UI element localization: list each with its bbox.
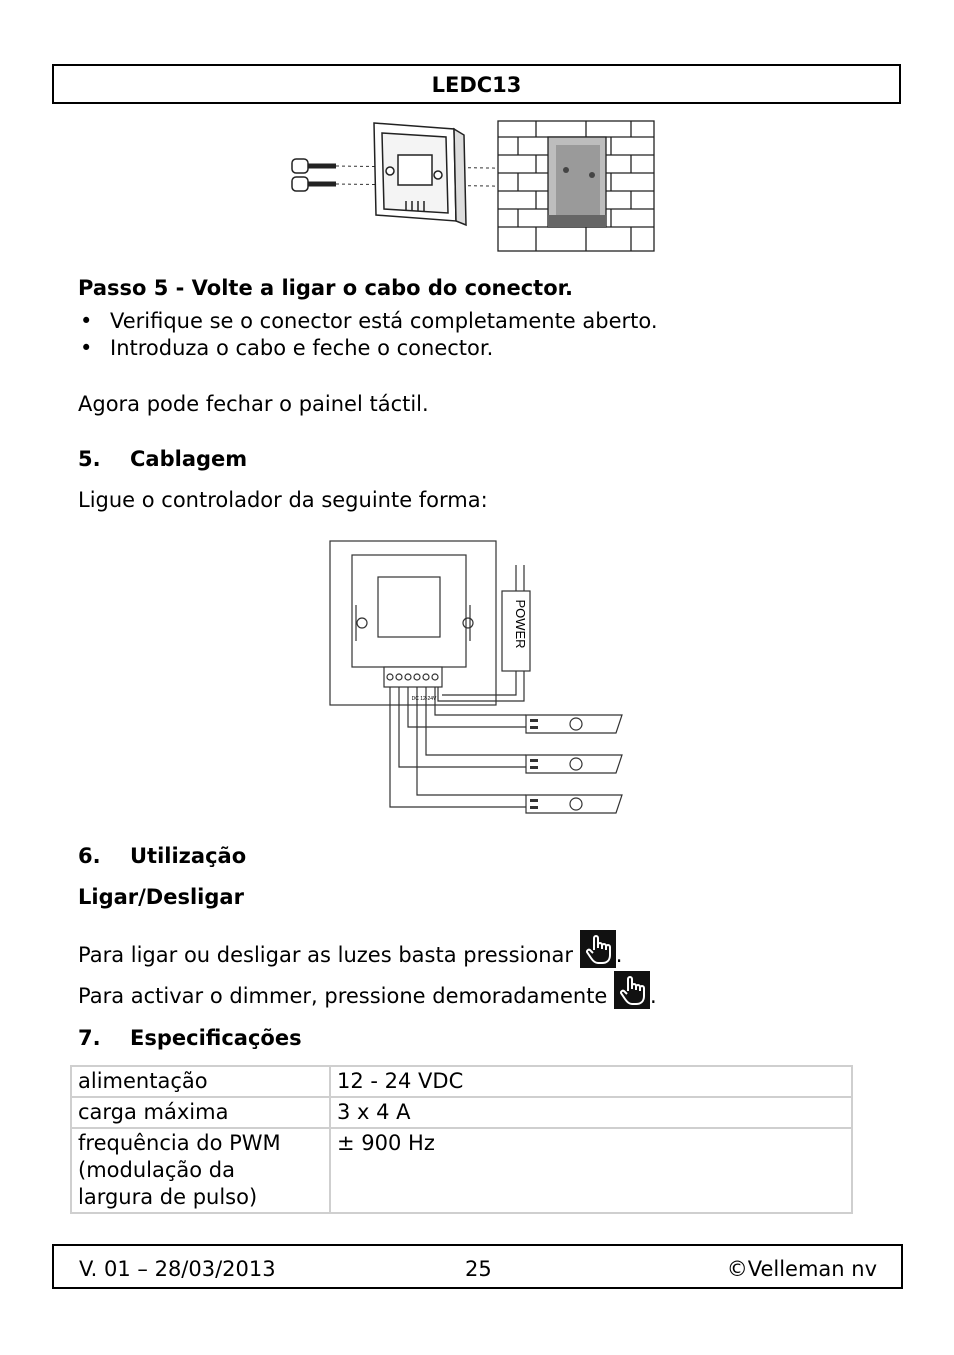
spec-value: ± 900 Hz [330,1128,852,1213]
spec-label-line: largura de pulso) [78,1185,258,1209]
wiring-diagram [326,537,630,817]
spec-label: alimentação [71,1066,330,1097]
footer-page-number: 25 [465,1257,492,1281]
header-title: LEDC13 [431,73,522,97]
spec-label-line: (modulação da [78,1158,235,1182]
section-number: 7. [78,1026,101,1050]
section5-heading [78,446,247,472]
spec-value: 12 - 24 VDC [330,1066,852,1097]
table-row [71,1128,852,1213]
footer-version: V. 01 – 28/03/2013 [79,1257,276,1281]
section-title: Utilização [130,844,247,868]
step5-bullet-1: • Verifique se o conector está completamente aberto. [80,309,658,333]
page-header [52,64,901,104]
step5-bullet-2: • Introduza o cabo e feche o conector. [80,336,494,360]
spec-label: carga máxima [71,1097,330,1128]
table-row [71,1066,852,1097]
touch-hand-icon [580,930,616,968]
power-label: POWER [513,599,528,649]
touch-hand-icon [614,971,650,1009]
screw-icon [292,159,336,191]
specifications-table [70,1065,853,1214]
bullet-text: Introduza o cabo e feche o conector. [110,336,494,360]
footer-copyright: ©Velleman nv [726,1257,877,1281]
section6-heading [78,843,246,869]
wall-recess [548,137,606,227]
page-footer [52,1244,903,1289]
spec-label-line: frequência do PWM [78,1131,281,1155]
usage-line-1 [78,930,622,968]
step5-heading: Passo 5 - Volte a ligar o cabo do conector. [78,276,573,300]
section-title: Especificações [130,1026,302,1050]
step5-closing: Agora pode fechar o painel táctil. [78,392,429,416]
usage-text: Para ligar ou desligar as luzes basta pressionar [78,943,574,967]
table-row [71,1097,852,1128]
section-title: Cablagem [130,447,248,471]
usage-text-end: . [615,943,623,967]
usage-text-end: . [650,984,657,1008]
section-number: 5. [78,447,101,471]
spec-value: 3 x 4 A [330,1097,852,1128]
section6-subheading: Ligar/Desligar [78,885,244,909]
bullet-text: Verifique se o conector está completamente aberto. [110,309,658,333]
spec-label [71,1128,330,1213]
section7-heading [78,1025,302,1051]
terminal-label: DC 12-24V [411,696,437,702]
mounting-illustration [286,115,658,257]
usage-line-2 [78,971,657,1009]
section-number: 6. [78,844,101,868]
usage-text: Para activar o dimmer, pressione demoradamente [78,984,608,1008]
section5-intro: Ligue o controlador da seguinte forma: [78,488,488,512]
controller-plate [374,123,466,225]
